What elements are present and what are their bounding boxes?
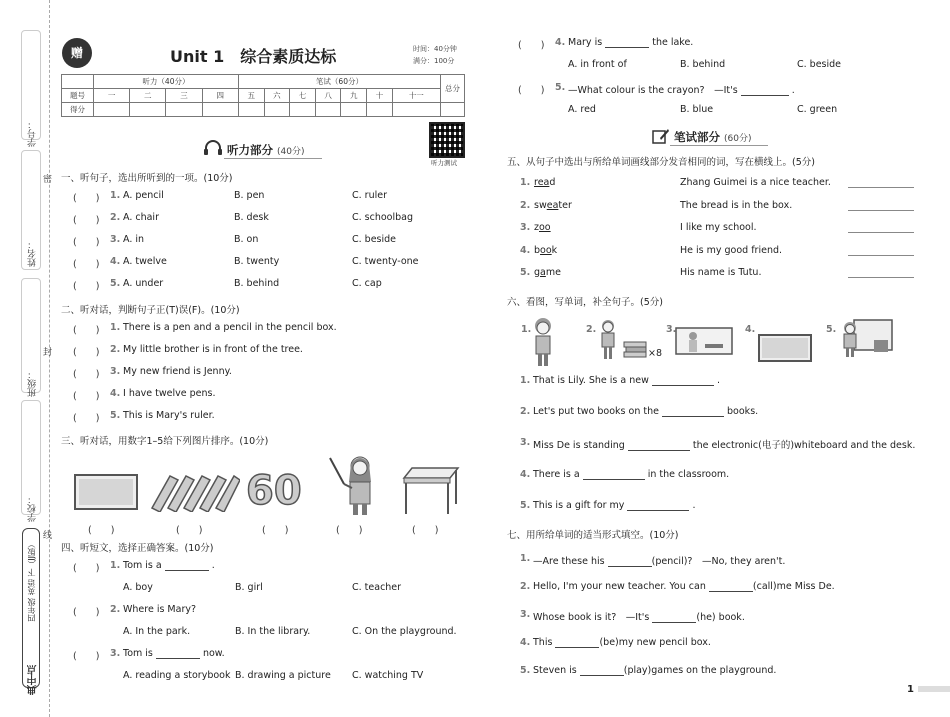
statement-text: My little brother is in front of the tree. <box>123 344 303 355</box>
col-number: 五 <box>238 89 264 103</box>
answer-blank[interactable] <box>156 650 200 659</box>
answer-paren[interactable]: ( ) <box>73 413 100 424</box>
class-label: 班级： <box>28 370 38 397</box>
col-number: 六 <box>264 89 290 103</box>
full-score: 满分：100分 <box>413 57 455 65</box>
answer-paren[interactable]: ( ) <box>73 347 100 358</box>
row-label-score: 得分 <box>62 103 94 117</box>
times-eight: ×8 <box>648 348 663 359</box>
question-number: 4. <box>555 37 566 48</box>
question-stem: —What colour is the crayon? —It's <box>568 85 738 96</box>
option-b[interactable]: B. twenty <box>234 256 280 267</box>
question-number: 2. <box>110 344 121 355</box>
sentence-start: —Are these his <box>533 556 605 567</box>
question-stem: Mary is <box>568 37 603 48</box>
whiteboard-picture <box>758 334 812 367</box>
answer-blank[interactable] <box>605 39 649 48</box>
option-c[interactable]: C. beside <box>797 59 842 70</box>
sentence-end: (call)me Miss De. <box>752 581 835 592</box>
option-b[interactable]: B. drawing a picture <box>235 670 331 681</box>
answer-paren[interactable]: ( ) <box>73 369 100 380</box>
section-2-heading: 二、听对话，判断句子正(T)误(F)。(10分) <box>61 305 240 316</box>
option-a[interactable]: A. in front of <box>568 59 627 70</box>
answer-line[interactable] <box>848 255 914 256</box>
sentence-end: in the classroom. <box>647 469 730 480</box>
question-text <box>568 37 693 48</box>
question-text <box>123 560 215 571</box>
statement-text: This is Mary's ruler. <box>123 410 215 421</box>
question-number: 5. <box>520 500 531 511</box>
answer-paren[interactable]: ( ) <box>412 525 439 536</box>
section-6-heading: 六、看图，写单词，补全句子。(5分) <box>507 297 663 308</box>
underlined-sound: rea <box>534 177 550 188</box>
question-tail: now. <box>202 648 225 659</box>
question-number: 1. <box>110 322 121 333</box>
option-c[interactable]: C. twenty-one <box>352 256 419 267</box>
col-number: 三 <box>166 89 202 103</box>
target-word <box>534 177 555 188</box>
sentence <box>533 500 696 511</box>
cut-mark: 封 <box>43 348 53 358</box>
score-cell[interactable] <box>392 103 440 117</box>
picture-number: 3. <box>666 324 677 335</box>
sentence-start: Whose book is it? —It's <box>533 612 650 623</box>
score-cell[interactable] <box>202 103 238 117</box>
listening-title-text: 听力部分 <box>227 143 273 157</box>
title-underline <box>224 158 322 159</box>
row-label-number: 题号 <box>62 89 94 103</box>
underlined-sound: a <box>540 267 546 278</box>
question-stem: Tom is <box>123 648 153 659</box>
col-number: 四 <box>202 89 238 103</box>
score-cell[interactable] <box>315 103 341 117</box>
sentence <box>533 553 785 567</box>
sentence <box>533 437 915 451</box>
girl-books-picture <box>596 318 648 365</box>
question-number: 1. <box>520 177 531 188</box>
option-c[interactable]: C. On the playground. <box>352 626 457 637</box>
score-cell[interactable] <box>94 103 130 117</box>
answer-paren[interactable]: ( ) <box>518 40 545 51</box>
binding-sidebar <box>0 0 53 717</box>
word-suffix: k <box>551 244 558 256</box>
question-number: 4. <box>110 388 121 399</box>
answer-paren[interactable]: ( ) <box>336 525 363 536</box>
sentence-start: This is a gift for my <box>533 500 625 511</box>
score-cell[interactable] <box>238 103 264 117</box>
sentence-start: Miss De is standing <box>533 440 625 451</box>
sentence-start: Hello, I'm your new teacher. You can <box>533 581 706 592</box>
answer-line[interactable] <box>848 187 914 188</box>
option-b[interactable]: B. on <box>234 234 259 245</box>
answer-blank[interactable] <box>662 408 724 417</box>
question-number: 3. <box>520 609 531 620</box>
cut-mark: 线 <box>43 531 53 541</box>
answer-paren[interactable]: ( ) <box>73 651 100 662</box>
answer-blank[interactable] <box>652 377 714 386</box>
cut-mark: 密 <box>43 175 53 185</box>
pencil-note-icon <box>652 128 670 147</box>
answer-paren[interactable]: ( ) <box>73 259 100 270</box>
sentence <box>533 637 711 648</box>
answer-blank[interactable] <box>709 583 753 592</box>
sentence-end: (pencil)? —No, they aren't. <box>651 556 786 567</box>
book-title: 四年级 英语 下（JJ版） <box>27 540 36 622</box>
page-number: 1 <box>907 684 914 695</box>
option-a[interactable]: A. chair <box>123 212 159 223</box>
question-number: 1. <box>110 560 121 571</box>
answer-blank[interactable] <box>580 667 624 676</box>
sentence <box>533 665 776 676</box>
sentence <box>533 375 720 386</box>
option-c[interactable]: C. schoolbag <box>352 212 414 223</box>
question-tail: . <box>211 560 215 571</box>
target-word <box>534 200 572 211</box>
target-word <box>534 222 551 233</box>
score-cell[interactable] <box>367 103 393 117</box>
option-b[interactable]: B. behind <box>680 59 726 70</box>
underlined-sound: oo <box>539 222 551 233</box>
word-suffix: me <box>545 267 561 278</box>
question-number: 3. <box>520 437 531 448</box>
written-points: (60分) <box>724 134 752 144</box>
word-prefix: z <box>534 222 539 233</box>
source-sentence: He is my good friend. <box>680 244 783 256</box>
answer-blank[interactable] <box>652 614 696 623</box>
sentence-end: books. <box>727 406 759 417</box>
option-c[interactable]: C. watching TV <box>352 670 424 681</box>
sentence-start: That is Lily. She is a new <box>533 375 649 386</box>
score-cell[interactable] <box>341 103 367 117</box>
listening-group-header: 听力（40分） <box>94 75 239 89</box>
source-sentence: I like my school. <box>680 222 757 233</box>
answer-paren[interactable]: ( ) <box>73 325 100 336</box>
option-b[interactable]: B. desk <box>234 212 269 223</box>
question-number: 4. <box>520 469 531 480</box>
word-suffix: ter <box>558 199 572 211</box>
word-prefix: b <box>534 244 541 256</box>
title-underline <box>670 145 768 146</box>
gift-badge: 赠 <box>62 38 92 68</box>
score-cell[interactable] <box>130 103 166 117</box>
source-sentence: His name is Tutu. <box>680 267 762 278</box>
picture-number: 4. <box>745 324 756 335</box>
name-label: 姓名： <box>28 240 38 267</box>
picture-number: 1. <box>521 324 532 335</box>
statement-text: My new friend is Jenny. <box>123 366 232 377</box>
question-number: 2. <box>110 212 121 223</box>
girl-whiteboard-picture <box>836 318 894 361</box>
brand-logo: 典中点 <box>28 665 39 695</box>
underlined-sound: ea <box>546 199 559 211</box>
word-prefix: sw <box>534 199 547 211</box>
section-4-heading: 四、听短文，选择正确答案。(10分) <box>61 543 214 554</box>
question-number: 2. <box>520 199 531 211</box>
question-number: 3. <box>110 648 121 659</box>
written-group-header: 笔试（60分） <box>238 75 440 89</box>
target-word <box>534 267 561 278</box>
statement-text: There is a pen and a pencil in the pencil box. <box>123 322 337 333</box>
option-c[interactable]: C. beside <box>352 234 397 245</box>
col-number: 二 <box>130 89 166 103</box>
sentence-end: the electronic(电子的)whiteboard and the desk. <box>692 440 916 451</box>
sentence-start: Let's put two books on the <box>533 406 659 417</box>
score-cell[interactable] <box>290 103 316 117</box>
col-number: 十一 <box>392 89 440 103</box>
girl-picture <box>530 316 556 371</box>
option-a[interactable]: A. In the park. <box>123 626 191 637</box>
desk-picture <box>402 466 460 519</box>
page-footer-bar <box>918 686 950 692</box>
answer-paren[interactable]: ( ) <box>73 391 100 402</box>
picture-number: 5. <box>826 324 837 335</box>
option-a[interactable]: A. pencil <box>123 190 164 201</box>
answer-paren[interactable]: ( ) <box>73 563 100 574</box>
answer-blank[interactable] <box>583 471 645 480</box>
sentence-end: (be)my new pencil box. <box>599 637 711 648</box>
question-number: 2. <box>520 581 531 592</box>
sentence <box>533 469 729 480</box>
sentence-end: . <box>716 375 720 386</box>
answer-paren[interactable]: ( ) <box>262 525 289 536</box>
option-c[interactable]: C. ruler <box>352 190 387 201</box>
option-c[interactable]: C. green <box>797 104 838 115</box>
qr-label: 听力测试 <box>431 159 457 167</box>
option-a[interactable]: A. boy <box>123 582 153 593</box>
listening-points: (40分) <box>277 147 305 157</box>
statement-text: I have twelve pens. <box>123 388 216 399</box>
answer-paren[interactable]: ( ) <box>73 281 100 292</box>
option-a[interactable]: A. in <box>123 234 145 245</box>
page-title: Unit 1 综合素质达标 <box>170 47 337 66</box>
answer-blank[interactable] <box>165 562 209 571</box>
section-1-heading: 一、听句子，选出所听到的一项。(10分) <box>61 173 233 184</box>
source-sentence: Zhang Guimei is a nice teacher. <box>680 177 831 188</box>
number-sixty-picture: 60 <box>246 468 302 514</box>
word-prefix: g <box>534 267 541 278</box>
sentence <box>533 609 745 623</box>
answer-blank[interactable] <box>627 502 689 511</box>
question-number: 2. <box>520 406 531 417</box>
sentence-start: There is a <box>533 469 580 480</box>
pencils-picture <box>148 470 240 515</box>
school-label: 学校： <box>28 495 38 522</box>
option-b[interactable]: B. In the library. <box>235 626 311 637</box>
question-number: 1. <box>520 553 531 564</box>
underlined-sound: oo <box>540 244 552 256</box>
section-5-heading: 五、从句子中选出与所给单词画线部分发音相同的词，写在横线上。(5分) <box>507 157 815 168</box>
total-header: 总分 <box>441 75 465 103</box>
option-c[interactable]: C. cap <box>352 278 382 289</box>
answer-line[interactable] <box>848 210 914 211</box>
question-number: 5. <box>520 665 531 676</box>
question-text <box>123 604 196 615</box>
question-number: 5. <box>110 278 121 289</box>
option-a[interactable]: A. under <box>123 278 164 289</box>
answer-paren[interactable]: ( ) <box>176 525 203 536</box>
col-number: 八 <box>315 89 341 103</box>
question-number: 4. <box>110 256 121 267</box>
written-title-text: 笔试部分 <box>674 130 720 144</box>
listening-title <box>227 142 305 158</box>
sentence-end: (play)games on the playground. <box>623 665 777 676</box>
question-text <box>123 648 225 659</box>
sentence-end: . <box>692 500 696 511</box>
answer-paren[interactable]: ( ) <box>73 237 100 248</box>
answer-paren[interactable]: ( ) <box>73 215 100 226</box>
option-b[interactable]: B. pen <box>234 190 265 201</box>
question-number: 4. <box>520 637 531 648</box>
question-number: 5. <box>555 82 566 93</box>
section-3-heading: 三、听对话，用数字1–5给下列图片排序。(10分) <box>61 436 269 447</box>
answer-blank[interactable] <box>741 87 789 96</box>
col-number: 十 <box>367 89 393 103</box>
sentence-start: Steven is <box>533 665 577 676</box>
answer-paren[interactable]: ( ) <box>73 607 100 618</box>
answer-blank[interactable] <box>628 442 690 451</box>
sentence-end: (he) book. <box>696 612 745 623</box>
option-a[interactable]: A. twelve <box>123 256 167 267</box>
question-tail: the lake. <box>652 37 694 48</box>
teacher-picture <box>326 452 382 519</box>
option-a[interactable]: A. red <box>568 104 596 115</box>
qr-code[interactable] <box>429 122 465 158</box>
word-suffix: d <box>549 177 556 188</box>
written-title <box>674 129 752 145</box>
sentence-start: This <box>533 637 553 648</box>
exam-time: 时间：40分钟 <box>413 45 457 53</box>
question-number: 1. <box>110 190 121 201</box>
answer-paren[interactable]: ( ) <box>73 193 100 204</box>
sentence <box>533 406 758 417</box>
option-b[interactable]: B. blue <box>680 104 714 115</box>
section-7-heading: 七、用所给单词的适当形式填空。(10分) <box>507 530 679 541</box>
question-stem: Tom is a <box>123 560 162 571</box>
score-table <box>61 74 465 117</box>
question-number: 4. <box>520 244 531 256</box>
option-b[interactable]: B. girl <box>235 582 263 593</box>
answer-blank[interactable] <box>608 558 652 567</box>
source-sentence: The bread is in the box. <box>680 199 793 211</box>
question-number: 3. <box>520 222 531 233</box>
answer-paren[interactable]: ( ) <box>518 85 545 96</box>
student-id-label: 学号： <box>28 120 38 147</box>
question-number: 5. <box>110 410 121 421</box>
question-number: 1. <box>520 375 531 386</box>
option-c[interactable]: C. teacher <box>352 582 402 593</box>
question-tail: . <box>791 85 795 96</box>
option-b[interactable]: B. behind <box>234 278 280 289</box>
question-number: 2. <box>110 604 121 615</box>
headphones-icon <box>203 140 223 159</box>
sentence <box>533 581 835 592</box>
answer-blank[interactable] <box>555 639 599 648</box>
question-number: 3. <box>110 234 121 245</box>
answer-line[interactable] <box>848 277 914 278</box>
option-a[interactable]: A. reading a storybook <box>123 670 231 681</box>
question-text <box>568 82 795 96</box>
col-number: 七 <box>290 89 316 103</box>
answer-paren[interactable]: ( ) <box>88 525 115 536</box>
score-cell[interactable] <box>441 103 465 117</box>
col-number: 一 <box>94 89 130 103</box>
target-word <box>534 245 557 256</box>
question-stem: Where is Mary? <box>123 604 197 615</box>
score-cell[interactable] <box>166 103 202 117</box>
score-cell[interactable] <box>264 103 290 117</box>
teacher-board-picture <box>675 326 733 361</box>
question-number: 3. <box>110 366 121 377</box>
answer-line[interactable] <box>848 232 914 233</box>
whiteboard-picture <box>74 474 138 515</box>
question-number: 5. <box>520 267 531 278</box>
col-number: 九 <box>341 89 367 103</box>
picture-number: 2. <box>586 324 597 335</box>
